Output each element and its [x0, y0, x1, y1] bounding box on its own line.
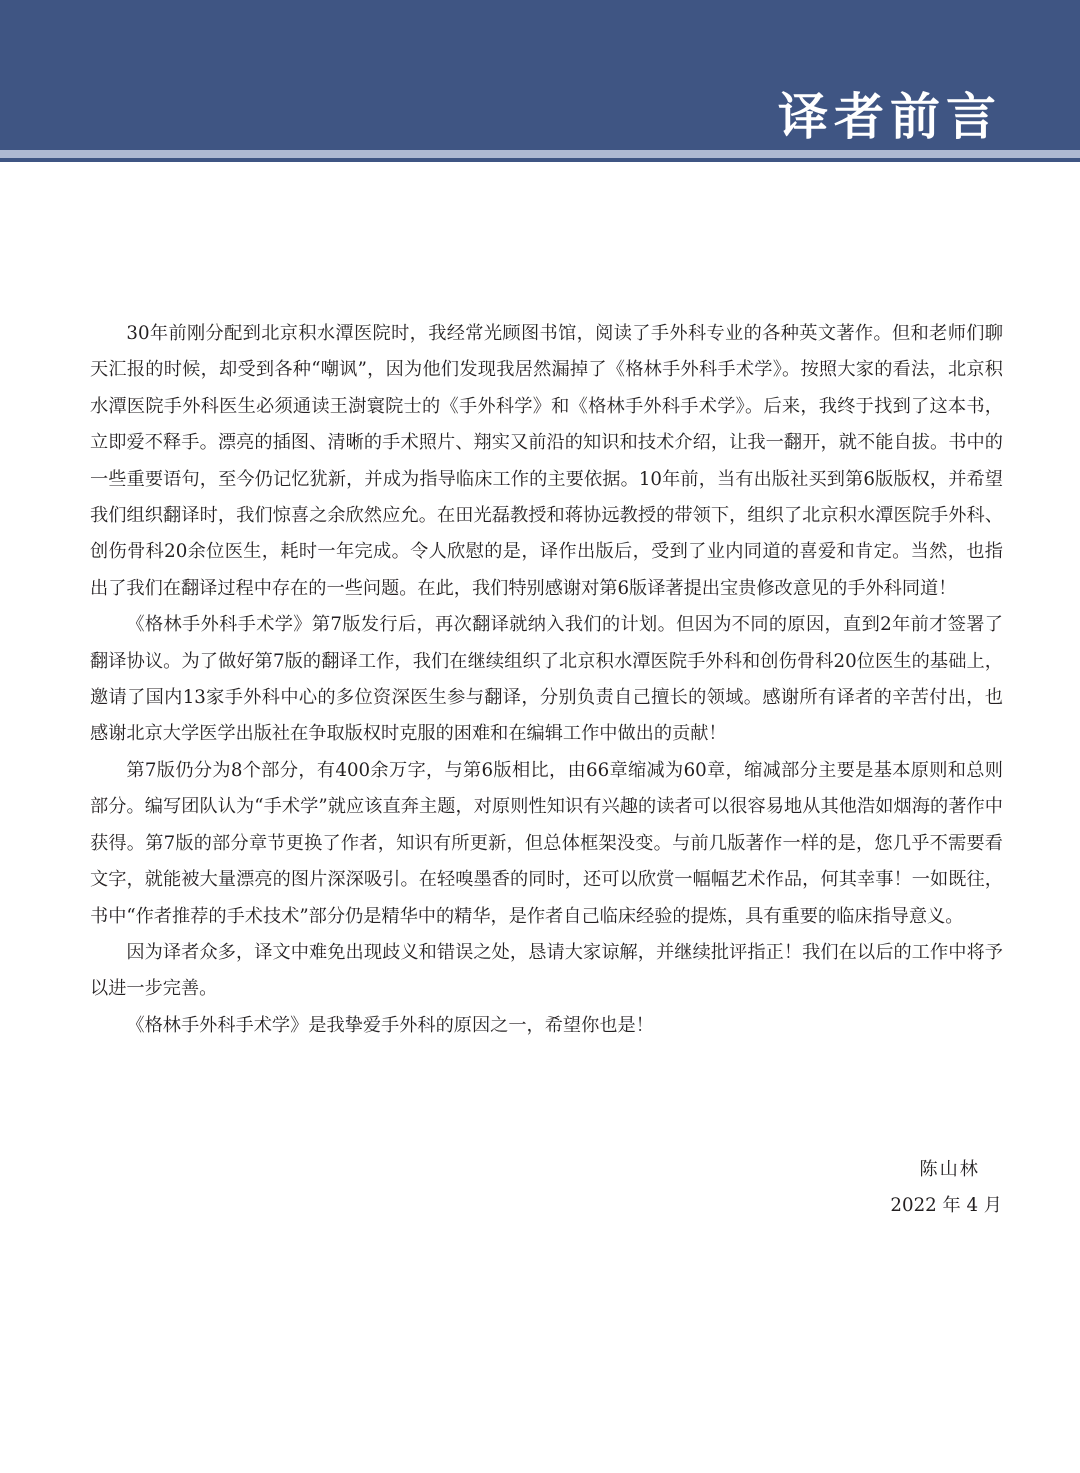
- header-band: [0, 0, 1080, 150]
- paragraph-3: 第7版仍分为8个部分，有400余万字，与第6版相比，由66章缩减为60章，缩减部分主要是基本原则和总则部分。编写团队认为“手术学”就应该直奔主题，对原则性知识有兴趣的读者可以很容易地从其他浩如烟海的著作中获得。第7版的部分章节更换了作者，知识有所更新，但总体框架没变。与前几版著作一样的是，您几乎不需要看文字，就能被大量漂亮的图片深深吸引。在轻嗅墨香的同时，还可以欣赏一幅幅艺术作品，何其幸事！一如既往，书中“作者推荐的手术技术”部分仍是精华中的精华，是作者自己临床经验的提炼，具有重要的临床指导意义。: [90, 759, 1003, 927]
- signature-name: 陈山林: [919, 1159, 980, 1180]
- paragraph-4: 因为译者众多，译文中难免出现歧义和错误之处，恳请大家谅解，并继续批评指正！我们在以后的工作中将予以进一步完善。: [90, 941, 1003, 1000]
- header-rule-dark: [0, 158, 1080, 162]
- paragraph-2: 《格林手外科手术学》第7版发行后，再次翻译就纳入我们的计划。但因为不同的原因，直到2年前才签署了翻译协议。为了做好第7版的翻译工作，我们在继续组织了北京积水潭医院手外科和创伤骨科20位医生的基础上，邀请了国内13家手外科中心的多位资深医生参与翻译，分别负责自己擅长的领域。感谢所有译者的辛苦付出，也感谢北京大学医学出版社在争取版权时克服的困难和在编辑工作中做出的贡献！: [90, 614, 1003, 745]
- paragraph-1: 30年前刚分配到北京积水潭医院时，我经常光顾图书馆，阅读了手外科专业的各种英文著作。但和老师们聊天汇报的时候，却受到各种“嘲讽”，因为他们发现我居然漏掉了《格林手外科手术学》。按照大家的看法，北京积水潭医院手外科医生必须通读王澍寰院士的《手外科学》和《格林手外科手术学》。后来，我终于找到了这本书，立即爱不释手。漂亮的插图、清晰的手术照片、翔实又前沿的知识和技术介绍，让我一翻开，就不能自拔。书中的一些重要语句，至今仍记忆犹新，并成为指导临床工作的主要依据。10年前，当有出版社买到第6版版权，并希望我们组织翻译时，我们惊喜之余欣然应允。在田光磊教授和蒋协远教授的带领下，组织了北京积水潭医院手外科、创伤骨科20余位医生，耗时一年完成。令人欣慰的是，译作出版后，受到了业内同道的喜爱和肯定。当然，也指出了我们在翻译过程中存在的一些问题。在此，我们特别感谢对第6版译著提出宝贵修改意见的手外科同道！: [90, 323, 1003, 599]
- header-rule-light: [0, 150, 1080, 158]
- preface-body: [90, 316, 1003, 1044]
- page-title: 译者前言: [778, 88, 1002, 146]
- paragraph-5: 《格林手外科手术学》是我挚爱手外科的原因之一，希望你也是！: [126, 1014, 654, 1036]
- signature-date: 2022 年 4 月: [890, 1195, 1002, 1217]
- signature-block: [890, 1152, 1002, 1225]
